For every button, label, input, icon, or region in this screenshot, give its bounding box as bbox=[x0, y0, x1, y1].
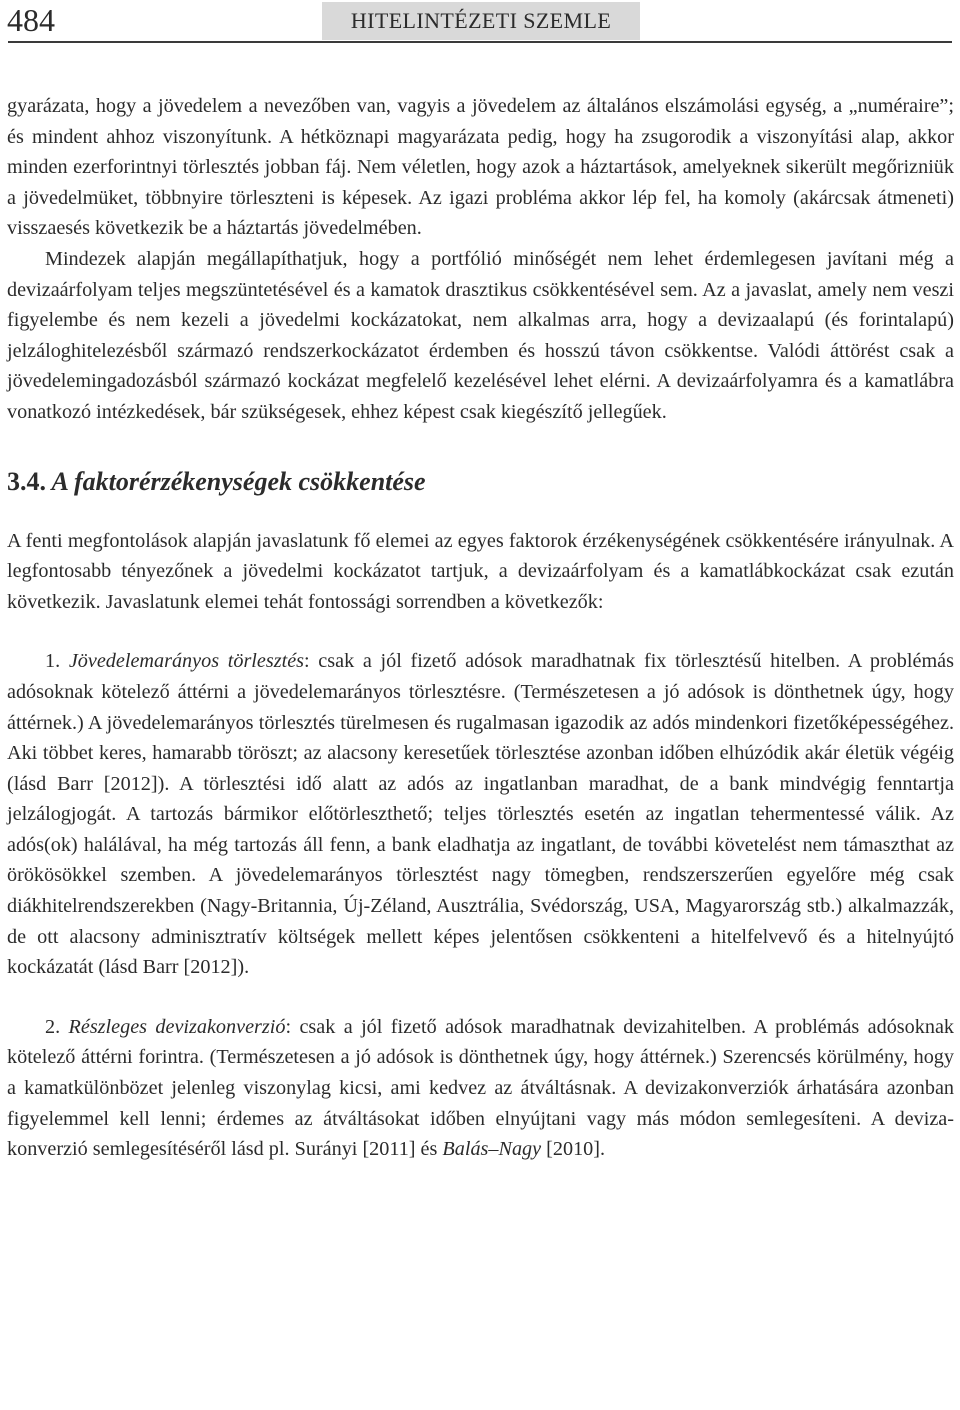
list-item-number: 1. bbox=[45, 650, 61, 673]
section-number: 3.4. bbox=[7, 466, 46, 496]
page-number: 484 bbox=[7, 2, 55, 38]
list-item-term: Részleges devizakonverzió bbox=[68, 1015, 286, 1038]
list-item-1 bbox=[7, 646, 954, 983]
list-item-text: : csak a jól fizető adósok maradhatnak fix törlesztésű hitelben. A problémás adósoknak kötelező áttérni a jövedelemarányos törlesztésre. (Természetesen a jó adósok is dönthetnek úgy, hogy áttérnek.) A jövedelemarányos törlesztés türelmesen és rugalmasan igazodik az adós mindenkori fizetőképességéhez. Aki többet keres, hamarabb töröszt; az alacsony keresetűek törlesztése azonban időben elhúzódik akár életük végéig (lásd Barr [2012]). A törlesztési idő alatt az adós az ingatlanban maradhat, de a bank mindvégig fenntartja jelzálogjogát. A tartozás bármikor előtörleszthető; teljes törlesztés esetén az ingatlan tehermentessé válik. Az adós(ok) halálával, ha még tartozás áll fenn, a bank eladhatja az ingatlant, de további követelést nem támaszthat az örökösökkel szemben. A jövedelemarányos törlesztést nagy tömegben, rendszerszerűen egyelőre még csak diákhitelrendszerekben (Nagy-Britannia, Új-Zéland, Ausztrália, Svédország, USA, Magyarország stb.) alkalmazzák, de ott alacsony adminisztratív költségek mellett képes jelentősen csökkenteni a hitelfelvevő és a hitelnyújtó kockázatát (lásd Barr [2012]). bbox=[7, 650, 954, 979]
paragraph-conclusion: Mindezek alapján megállapíthatjuk, hogy a portfólió minőségét nem lehet érdemlegesen javítani még a devizaárfolyam teljes megszüntetésével és a kamatok drasztikus csökkentésével sem. Az a javaslat, amely nem veszi figyelembe és nem kezeli a jövedelmi kockázatokat, nem alkalmas arra, hogy a devizaalapú (és forintalapú) jelzáloghitelezésből származó rendszerkockázatot érdemben és hosszú távon csökkentse. Valódi áttörést csak a jövedelemingadozásból származó kockázat megfelelő kezelésével lehet elérni. A devizaárfolyamra és a kamatlábra vonatkozó intézkedések, bár szükségesek, ehhez képest csak kiegészítő jellegűek. bbox=[7, 247, 954, 423]
spacer bbox=[7, 617, 954, 646]
section-heading bbox=[7, 464, 954, 500]
list-item-text: : csak a jól fizető adósok maradhatnak devizahitelben. A problémás adósoknak kötelező áttérni forintra. (Természetesen a jó adósok is dönthetnek úgy, hogy áttérnek.) Szerencsés körülmény, hogy a kamatkülönbözet jelenleg viszonylag kicsi, ami kedvez az átváltásnak. A devizakonverziók árhatására azonban figyelemmel kell lenni; érdemes az átváltásokat időben elnyújtani vagy más módon semlegesíteni. A devizakonverzió semlegesítéséről lásd pl. Surányi [2011] és bbox=[7, 1015, 955, 1161]
section-title: A faktorérzékenységek csökkentése bbox=[51, 466, 426, 496]
reference-authors: Balás–Nagy bbox=[442, 1138, 542, 1161]
page-header bbox=[0, 0, 960, 44]
reference-year: [2010]. bbox=[541, 1138, 606, 1161]
journal-title: HITELINTÉZETI SZEMLE bbox=[322, 2, 640, 40]
spacer bbox=[7, 983, 954, 1012]
list-item-term: Jövedelemarányos törlesztés bbox=[68, 650, 305, 673]
paragraph-continuation: gyarázata, hogy a jövedelem a nevezőben van, vagyis a jövedelem az általános elszámolási egység, a „numéraire”; és mindent ahhoz viszonyítunk. A hétköznapi magyarázata pedig, hogy ha zsugorodik a viszonyítási alap, akkor minden ezerforintnyi törlesztés jobban fáj. Nem véletlen, hogy azok a háztartások, amelyeknek sikerült megőrizniük a jövedelmüket, többnyire törleszteni is képesek. Az igazi probléma akkor lép fel, ha komoly (akárcsak átmeneti) visszaesés következik be a háztartás jövedelmében. bbox=[7, 95, 954, 240]
section-intro: A fenti megfontolások alapján javaslatunk fő elemei az egyes faktorok érzékenységének csökkentésére irányulnak. A legfontosabb tényezőnek a jövedelmi kockázatot tartjuk, a devizaárfolyam és a kamatlábkockázat csak ezután következik. Javaslatunk elemei tehát fontossági sorrendben a következők: bbox=[7, 529, 954, 613]
list-item-2 bbox=[7, 1012, 954, 1165]
list-item-number: 2. bbox=[45, 1015, 61, 1038]
header-rule bbox=[8, 41, 952, 43]
article-body bbox=[7, 91, 954, 1165]
